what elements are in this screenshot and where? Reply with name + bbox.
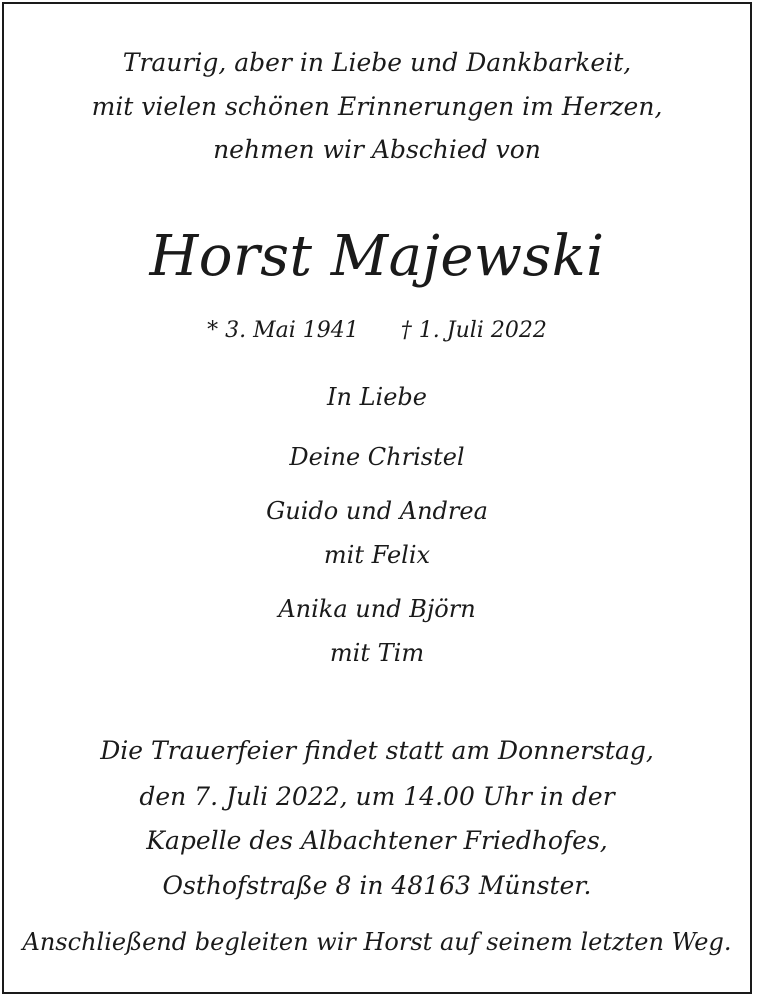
- mourner-spouse: Deine Christel: [289, 443, 465, 471]
- intro-line-2: mit vielen schönen Erinnerungen im Herzen,: [91, 92, 663, 121]
- mourner-family-1-names: Guido und Andrea: [266, 497, 488, 525]
- mourner-family-2-child: mit Tim: [329, 639, 425, 667]
- obituary-frame: [2, 2, 752, 994]
- closing-line: Anschließend begleiten wir Horst auf seinem letzten Weg.: [22, 928, 732, 956]
- intro-line-1: Traurig, aber in Liebe und Dankbarkeit,: [122, 48, 632, 77]
- mourner-family-1-child: mit Felix: [323, 541, 431, 569]
- service-line-3: Kapelle des Albachtener Friedhofes,: [146, 826, 608, 855]
- service-line-1: Die Trauerfeier findet statt am Donnerstag,: [100, 736, 654, 765]
- mourners-heading: In Liebe: [327, 383, 427, 411]
- intro-line-3: nehmen wir Abschied von: [213, 135, 541, 164]
- deceased-name: Horst Majewski: [149, 224, 605, 289]
- service-line-4: Osthofstraße 8 in 48163 Münster.: [162, 871, 592, 900]
- death-date: † 1. Juli 2022: [400, 318, 547, 343]
- service-line-2: den 7. Juli 2022, um 14.00 Uhr in der: [139, 782, 615, 811]
- life-dates: [4, 320, 750, 342]
- mourner-family-2-names: Anika und Björn: [278, 595, 476, 623]
- birth-date: * 3. Mai 1941: [207, 318, 359, 343]
